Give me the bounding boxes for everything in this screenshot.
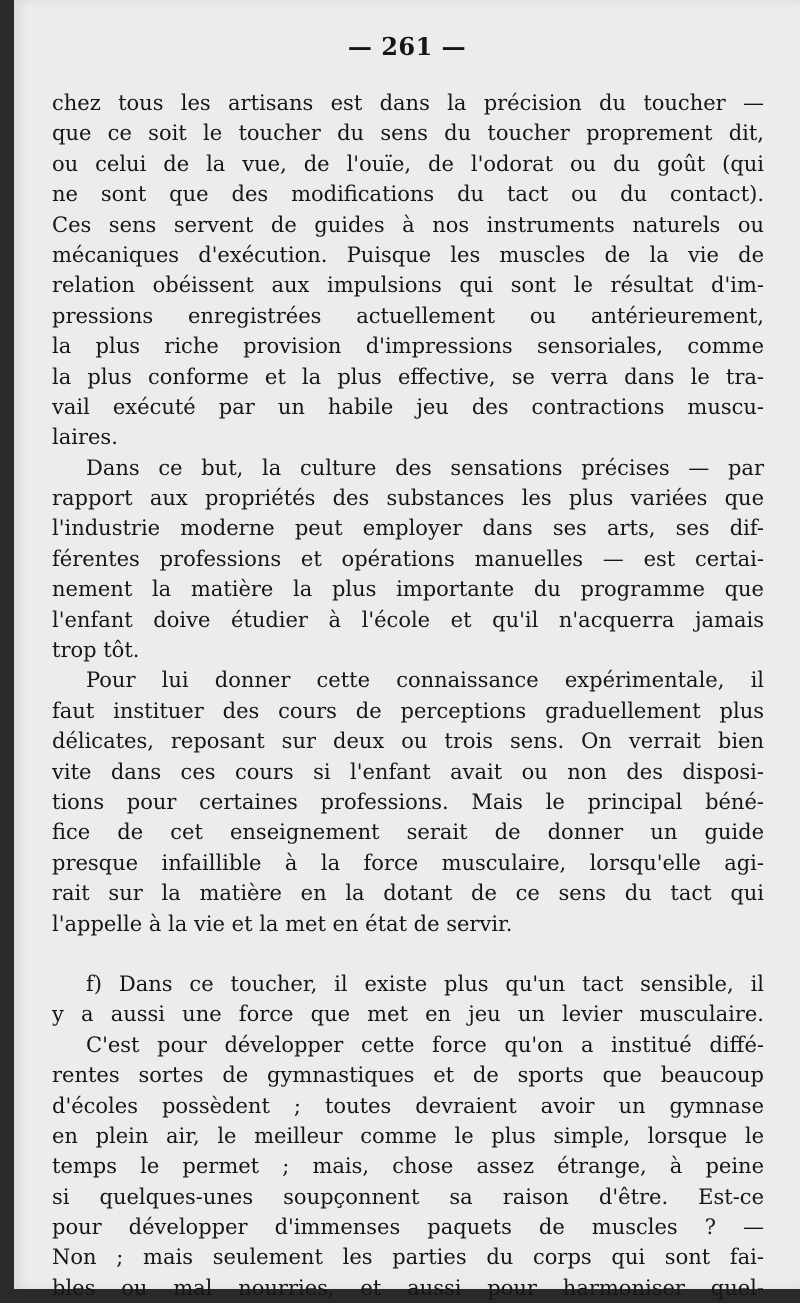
text-line: Pour lui donner cette connaissance expérimentale, il (86, 668, 764, 693)
text-line: trop tôt. (52, 638, 140, 663)
text-line: l'industrie moderne peut employer dans ses arts, ses dif- (52, 516, 764, 541)
text-line: que ce soit le toucher du sens du toucher proprement dit, (52, 121, 764, 146)
text-line: temps le permet ; mais, chose assez étrange, à peine (52, 1154, 764, 1179)
text-line: la plus riche provision d'impressions sensoriales, comme (52, 334, 764, 359)
text-line: laires. (52, 425, 118, 450)
text-line: C'est pour développer cette force qu'on a institué diffé- (86, 1032, 764, 1057)
text-line: la plus conforme et la plus effective, se verra dans le tra- (52, 364, 764, 389)
text-line: pressions enregistrées actuellement ou antérieurement, (52, 303, 764, 328)
paragraph-gap (52, 939, 764, 969)
text-line: tions pour certaines professions. Mais le principal béné- (52, 789, 764, 814)
text-line: rapport aux propriétés des substances les plus variées que (52, 486, 764, 511)
text-line: férentes professions et opérations manuelles — est certai- (52, 546, 764, 571)
book-page (14, 0, 800, 1300)
text-line: Dans ce but, la culture des sensations précises — par (86, 455, 764, 480)
text-line: mécaniques d'exécution. Puisque les muscles de la vie de (52, 242, 764, 267)
text-line: si quelques-unes soupçonnent sa raison d'être. Est-ce (52, 1184, 764, 1209)
text-line: Ces sens servent de guides à nos instruments naturels ou (52, 212, 764, 237)
text-line: ne sont que des modifications du tact ou du contact). (52, 182, 764, 207)
paragraph (52, 1030, 764, 1303)
paragraph (52, 665, 764, 939)
body-text (52, 88, 764, 1303)
text-line: ou celui de la vue, de l'ouïe, de l'odorat ou du goût (qui (52, 151, 764, 176)
text-line: f) Dans ce toucher, il existe plus qu'un tact sensible, il (86, 971, 764, 996)
text-line: bles ou mal nourries, et aussi pour harmoniser quel- (52, 1275, 764, 1300)
text-line: pour développer d'immenses paquets de muscles ? — (52, 1215, 764, 1240)
text-line: presque infaillible à la force musculaire, lorsqu'elle agi- (52, 850, 764, 875)
text-line: y a aussi une force que met en jeu un levier musculaire. (52, 1002, 764, 1027)
text-line: fice de cet enseignement serait de donner un guide (52, 820, 764, 845)
text-line: chez tous les artisans est dans la précision du toucher — (52, 91, 764, 115)
text-line: vail exécuté par un habile jeu des contractions muscu- (52, 394, 764, 419)
text-line: en plein air, le meilleur comme le plus simple, lorsque le (52, 1123, 764, 1148)
paragraph (52, 88, 764, 453)
text-line: relation obéissent aux impulsions qui sont le résultat d'im- (52, 273, 764, 298)
text-line: Non ; mais seulement les parties du corps qui sont fai- (52, 1245, 764, 1270)
text-line: l'appelle à la vie et la met en état de servir. (52, 911, 513, 936)
text-line: l'enfant doive étudier à l'école et qu'il n'acquerra jamais (52, 607, 764, 632)
text-line: d'écoles possèdent ; toutes devraient avoir un gymnase (52, 1093, 764, 1118)
text-line: nement la matière la plus importante du programme que (52, 577, 764, 602)
text-line: rait sur la matière en la dotant de ce sens du tact qui (52, 881, 764, 906)
paragraph (52, 453, 764, 666)
text-line: délicates, reposant sur deux ou trois sens. On verrait bien (52, 729, 764, 754)
paragraph (52, 969, 764, 1030)
text-line: rentes sortes de gymnastiques et de sports que beaucoup (52, 1063, 764, 1088)
page-number: — 261 — (347, 32, 467, 61)
text-line: faut instituer des cours de perceptions graduellement plus (52, 698, 764, 723)
text-line: vite dans ces cours si l'enfant avait ou non des disposi- (52, 759, 764, 784)
